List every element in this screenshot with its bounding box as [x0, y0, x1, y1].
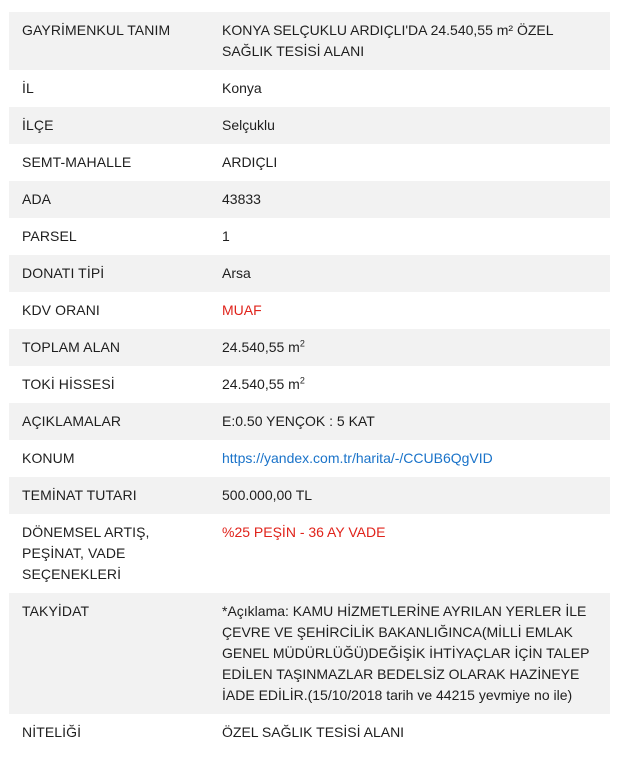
- payment-terms-value: %25 PEŞİN - 36 AY VADE: [222, 524, 386, 540]
- table-row: [9, 714, 610, 751]
- row-label: PARSEL: [22, 228, 77, 244]
- row-label: DÖNEMSEL ARTIŞ, PEŞİNAT, VADE SEÇENEKLERİ: [22, 524, 150, 582]
- row-label: KDV ORANI: [22, 302, 100, 318]
- row-value: Konya: [222, 80, 262, 96]
- vat-exempt-value: MUAF: [222, 302, 262, 318]
- row-value: *Açıklama: KAMU HİZMETLERİNE AYRILAN YERLER İLE ÇEVRE VE ŞEHİRCİLİK BAKANLIĞINCA(MİLLİ EMLAK GENEL MÜDÜRLÜĞÜ)DEĞİŞİK İHTİYAÇLAR İÇİN TALEP EDİLEN TAŞINMAZLAR BEDELSİZ OLARAK HAZİNEYE İADE EDİLİR.(15/10/2018 tarih ve 44215 yevmiye no ile): [222, 603, 590, 703]
- table-row: [9, 440, 610, 477]
- area-unit-exponent: 2: [299, 338, 305, 349]
- table-row: [9, 477, 610, 514]
- row-label: DONATI TİPİ: [22, 265, 105, 281]
- row-value: KONYA SELÇUKLU ARDIÇLI'DA 24.540,55 m² ÖZEL SAĞLIK TESİSİ ALANI: [222, 22, 554, 59]
- table-row: [9, 292, 610, 329]
- row-value: ARDIÇLI: [222, 154, 278, 170]
- share-value: 24.540,55 m: [222, 376, 300, 392]
- row-value: Selçuklu: [222, 117, 275, 133]
- row-label: TEMİNAT TUTARI: [22, 487, 137, 503]
- row-label: TOKİ HİSSESİ: [22, 376, 115, 392]
- area-value: 24.540,55 m: [222, 339, 300, 355]
- row-value: ÖZEL SAĞLIK TESİSİ ALANI: [222, 724, 405, 740]
- location-map-link[interactable]: https://yandex.com.tr/harita/-/CCUB6QgVID: [222, 450, 493, 466]
- table-row: [9, 218, 610, 255]
- row-label: KONUM: [22, 450, 75, 466]
- table-row: [9, 107, 610, 144]
- table-row: [9, 593, 610, 714]
- row-label: ADA: [22, 191, 52, 207]
- property-details-table: [9, 12, 610, 751]
- row-label: İL: [22, 80, 34, 96]
- table-row: [9, 255, 610, 292]
- row-value: 43833: [222, 191, 261, 207]
- row-label: NİTELİĞİ: [22, 724, 82, 740]
- table-row: [9, 403, 610, 440]
- share-unit-exponent: 2: [299, 375, 305, 386]
- row-value: [209, 448, 610, 469]
- row-value: E:0.50 YENÇOK : 5 KAT: [222, 413, 375, 429]
- row-value: Arsa: [222, 265, 251, 281]
- row-value: [209, 337, 610, 358]
- row-label: AÇIKLAMALAR: [22, 413, 122, 429]
- row-value: 500.000,00 TL: [222, 487, 313, 503]
- table-row: [9, 144, 610, 181]
- table-row: [9, 70, 610, 107]
- row-label: TAKYİDAT: [22, 603, 90, 619]
- row-value: [209, 374, 610, 395]
- row-label: İLÇE: [22, 117, 54, 133]
- row-value: 1: [222, 228, 230, 244]
- row-label: TOPLAM ALAN: [22, 339, 121, 355]
- table-row: [9, 329, 610, 366]
- table-row: [9, 12, 610, 70]
- table-row: [9, 181, 610, 218]
- table-row: [9, 514, 610, 593]
- table-row: [9, 366, 610, 403]
- row-label: GAYRİMENKUL TANIM: [22, 22, 171, 38]
- row-label: SEMT-MAHALLE: [22, 154, 132, 170]
